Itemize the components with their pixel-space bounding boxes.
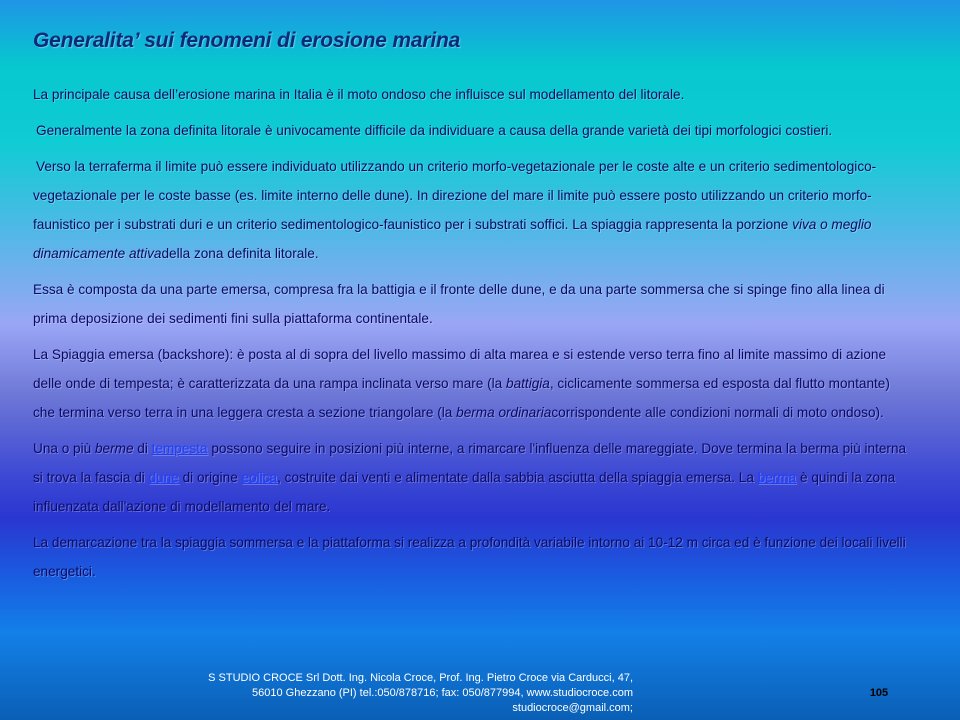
emphasis-battigia: battigia [506, 376, 550, 391]
paragraph-6-di: di [133, 441, 152, 456]
paragraph-6-text: Una o più [33, 441, 95, 456]
paragraph-5-middle: , ciclicamente sommersa ed esposta dal flutto montante) che termina verso terra in una leggera cresta a sezione triangolare (la [33, 376, 890, 420]
link-tempesta[interactable]: tempesta [151, 441, 208, 456]
paragraph-2: Generalmente la zona definita litorale è univocamente difficile da individuare a causa della grande varietà dei tipi morfologici costieri. [36, 123, 833, 138]
paragraph-7: La demarcazione tra la spiaggia sommersa e la piattaforma si realizza a profondità variabile intorno ai 10-12 m circa ed è funzione dei locali livelli energetici. [33, 535, 906, 579]
paragraph-1: La principale causa dell’erosione marina in Italia è il moto ondoso che influisce sul modellamento del litorale. [33, 87, 685, 102]
emphasis-berme: berme [94, 441, 134, 456]
slide-body [33, 80, 913, 593]
page-number: 105 [869, 687, 889, 699]
paragraph-5-text: La Spiaggia emersa (backshore): è posta al di sopra del livello massimo di alta marea e si estende verso terra fino al limite massimo di azione delle onde di tempesta; è caratterizzata da una rampa inclinata verso mare (la [33, 347, 887, 391]
paragraph-3-text: Verso la terraferma il limite può essere individuato utilizzando un criterio morfo-vegetazionale per le coste alte e un criterio sedimentologico-vegetazionale per le coste basse (es. limite interno delle dune). In direzione del mare il limite può essere posto utilizzando un criterio morfo-faunistico per i substrati duri e un criterio sedimentologico-faunistico per i substrati soffici. La spiaggia rappresenta la porzione [33, 159, 877, 232]
paragraph-6-end: è quindi la zona influenzata dall'azione di modellamento del mare. [33, 470, 896, 514]
paragraph-3 [33, 152, 913, 268]
paragraph-5 [33, 340, 913, 427]
emphasis-viva: viva o meglio dinamicamente attiva [33, 217, 872, 261]
paragraph-5-end: corrispondente alle condizioni normali di moto ondoso). [551, 405, 884, 420]
paragraph-3-end: della zona definita litorale. [161, 246, 319, 261]
paragraph-6-middle: possono seguire in posizioni più interne, a rimarcare l'influenza delle mareggiate. Dove termina la berma più interna si trova la fascia di [33, 441, 907, 485]
footer-line-1: S STUDIO CROCE Srl Dott. Ing. Nicola Croce, Prof. Ing. Pietro Croce via Carducci, 47, [208, 672, 633, 684]
footer-credits [110, 671, 633, 716]
link-eolica[interactable]: eolica [241, 470, 278, 485]
footer-line-3: studiocroce@gmail.com; [512, 702, 633, 714]
paragraph-6-costruite: , costruite dai venti e alimentate dalla sabbia asciutta della spiaggia emersa. La [277, 470, 758, 485]
slide-title: Generalita’ sui fenomeni di erosione marina [33, 29, 461, 52]
emphasis-berma-ordinaria: berma ordinaria [456, 405, 552, 420]
link-berma[interactable]: berma [757, 470, 797, 485]
paragraph-6-origine: di origine [178, 470, 242, 485]
paragraph-4: Essa è composta da una parte emersa, compresa fra la battigia e il fronte delle dune, e da una parte sommersa che si spinge fino alla linea di prima deposizione dei sedimenti fini sulla piattaforma continentale. [33, 282, 885, 326]
footer-line-2: 56010 Ghezzano (PI) tel.:050/878716; fax: 050/877994, www.studiocroce.com [252, 687, 633, 699]
paragraph-6 [33, 434, 913, 521]
link-dune[interactable]: dune [148, 470, 179, 485]
